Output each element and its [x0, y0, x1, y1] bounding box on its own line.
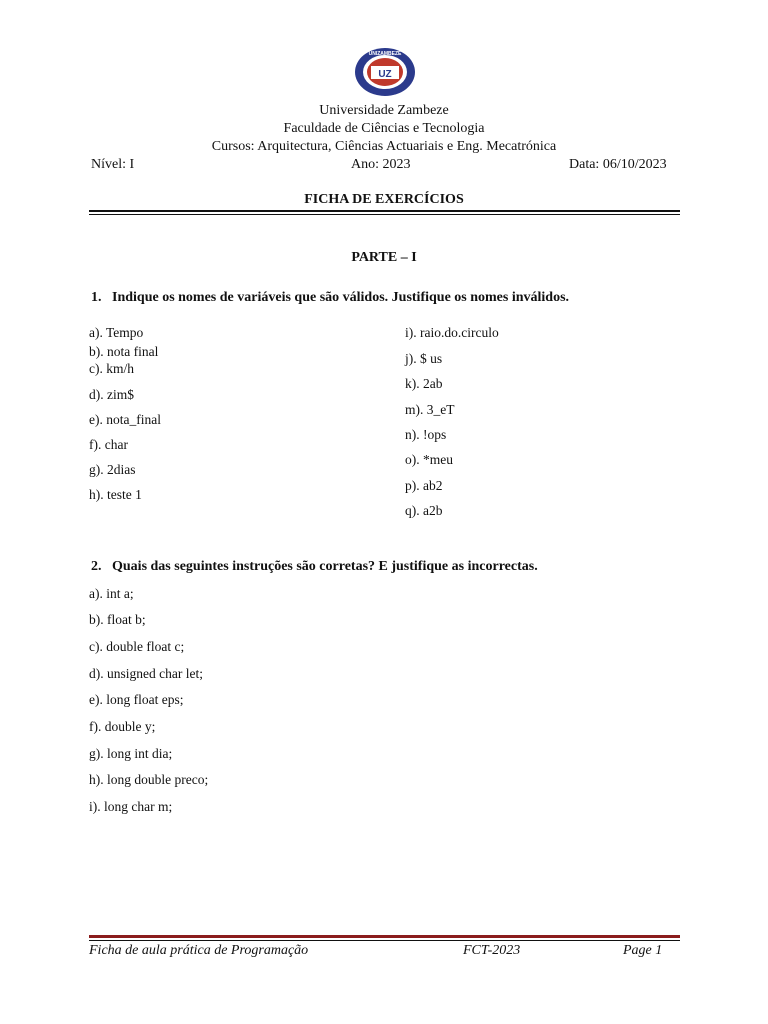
footer-center-text: FCT-2023 — [463, 943, 521, 958]
list-item: h). long double preco; — [89, 772, 209, 787]
list-item: c). double float c; — [89, 639, 185, 654]
list-item: e). long float eps; — [89, 692, 184, 707]
list-item: f). char — [89, 437, 128, 452]
logo-arc-text: UNIZAMBEZE — [368, 51, 402, 57]
list-item: j). $ us — [405, 351, 443, 366]
document-title: FICHA DE EXERCÍCIOS — [304, 192, 464, 207]
logo-initials: UZ — [378, 69, 392, 80]
question-1-number: 1. — [91, 290, 102, 305]
footer-page-number: Page 1 — [623, 943, 663, 958]
list-item: o). *meu — [405, 452, 453, 467]
level-label: Nível: I — [91, 157, 135, 172]
list-item: b). nota final — [89, 344, 159, 359]
list-item: q). a2b — [405, 503, 443, 518]
part-heading: PARTE – I — [351, 250, 417, 265]
footer-rule-dark — [89, 940, 680, 941]
footer-left-text: Ficha de aula prática de Programação — [89, 943, 309, 958]
list-item: i). long char m; — [89, 799, 173, 814]
question-2 — [91, 559, 538, 575]
university-logo — [353, 46, 417, 98]
date-label: Data: 06/10/2023 — [569, 157, 667, 172]
question-1-text: Indique os nomes de variáveis que são válidos. Justifique os nomes inválidos. — [112, 290, 570, 305]
question-1 — [91, 290, 569, 306]
list-item: a). int a; — [89, 586, 134, 601]
list-item: f). double y; — [89, 719, 156, 734]
year-label: Ano: 2023 — [351, 157, 411, 172]
faculty-name: Faculdade de Ciências e Tecnologia — [283, 121, 485, 136]
list-item: g). 2dias — [89, 462, 136, 477]
list-item: d). zim$ — [89, 387, 134, 402]
list-item: m). 3_eT — [405, 402, 455, 417]
question-2-number: 2. — [91, 559, 102, 574]
list-item: i). raio.do.circulo — [405, 325, 499, 340]
list-item: p). ab2 — [405, 478, 443, 493]
list-item: e). nota_final — [89, 412, 161, 427]
title-rule-top — [89, 210, 680, 212]
list-item: h). teste 1 — [89, 487, 142, 502]
title-rule-bottom — [89, 214, 680, 215]
list-item: g). long int dia; — [89, 746, 173, 761]
courses-line: Cursos: Arquitectura, Ciências Actuariais e Eng. Mecatrónica — [211, 139, 557, 154]
list-item: k). 2ab — [405, 376, 443, 391]
list-item: d). unsigned char let; — [89, 666, 203, 681]
footer-rule-red — [89, 935, 680, 938]
list-item: b). float b; — [89, 612, 146, 627]
university-name: Universidade Zambeze — [319, 103, 449, 118]
question-2-text: Quais das seguintes instruções são corretas? E justifique as incorrectas. — [112, 559, 538, 574]
list-item: n). !ops — [405, 427, 447, 442]
list-item: a). Tempo — [89, 325, 144, 340]
list-item: c). km/h — [89, 361, 134, 376]
